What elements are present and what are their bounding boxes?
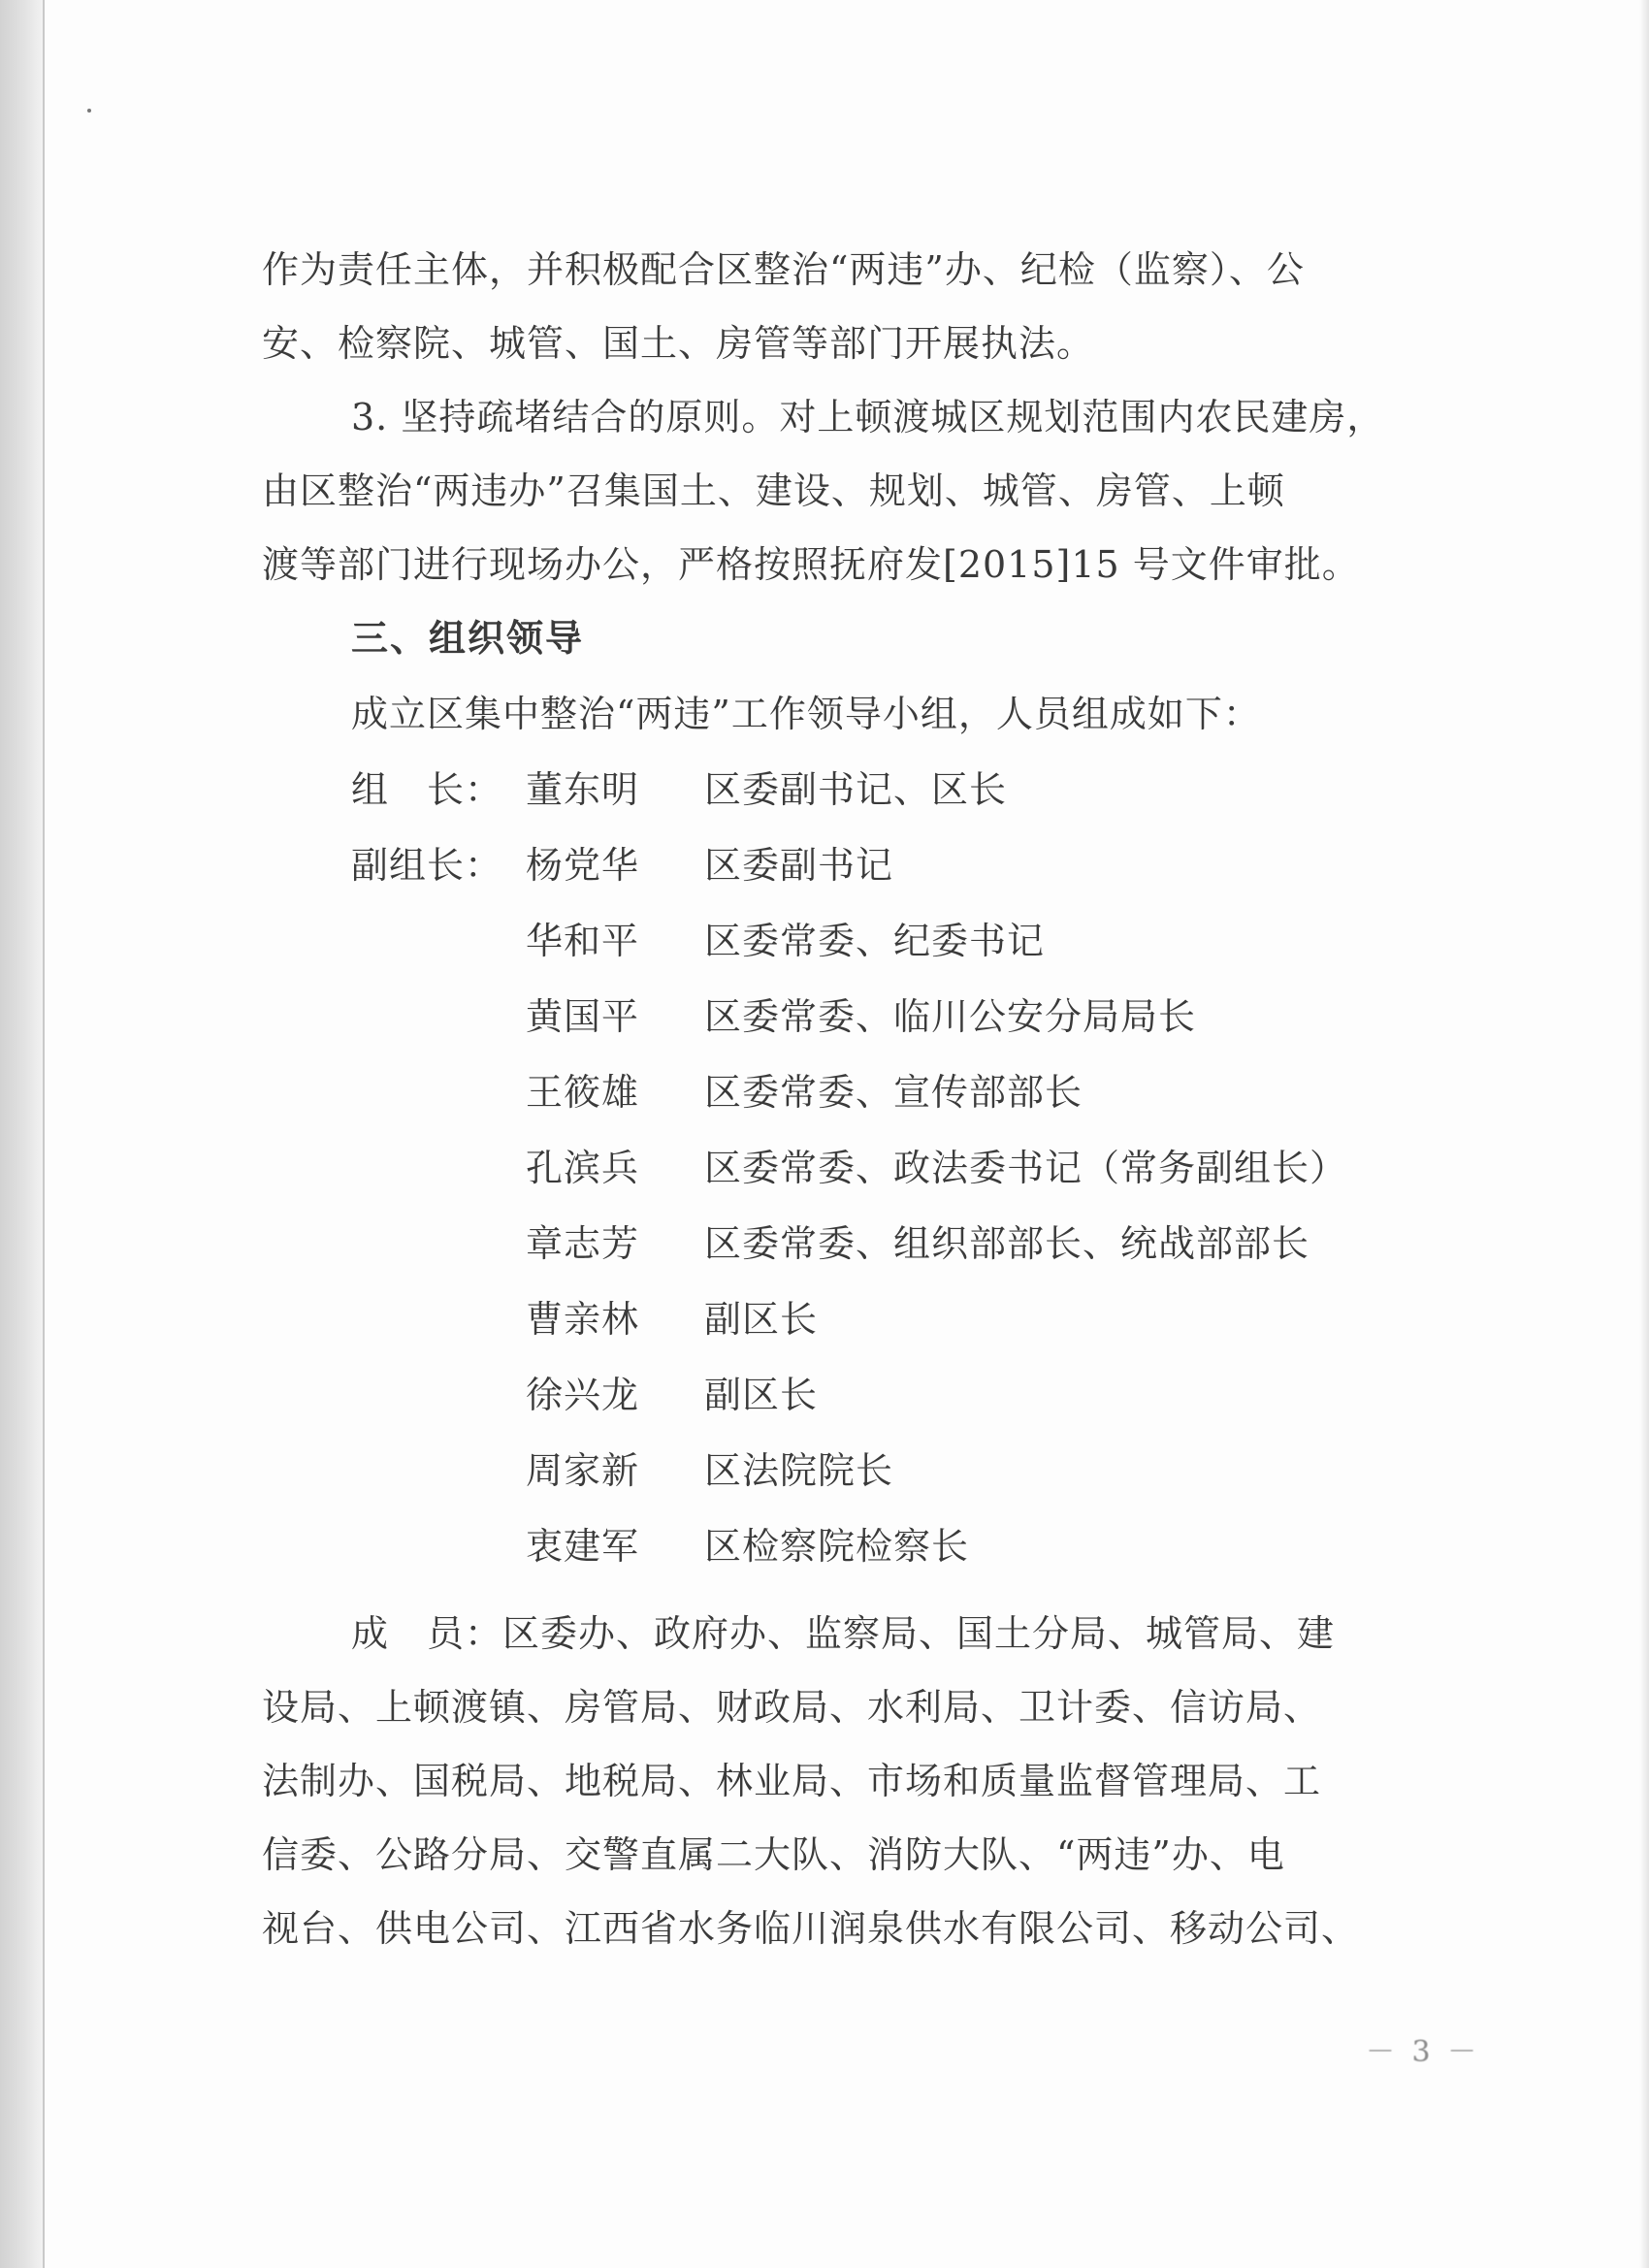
deputy-name: 杨党华 (526, 844, 640, 887)
deputy-title: 区委常委、组织部部长、统战部部长 (704, 1222, 1310, 1265)
leader-title: 区委副书记、区长 (704, 768, 1008, 811)
deputy-name: 衷建军 (526, 1525, 640, 1568)
leader-label: 组 长： (351, 768, 503, 811)
deputy-row (262, 1298, 1474, 1341)
deputy-title: 区法院院长 (704, 1449, 894, 1492)
deputy-row (262, 995, 1474, 1038)
deputy-name: 章志芳 (526, 1222, 640, 1265)
deputy-row (262, 1525, 1474, 1568)
scan-edge-left (0, 0, 45, 2268)
deputy-title: 区委常委、政法委书记（常务副组长） (704, 1147, 1348, 1189)
deputy-row (262, 844, 1474, 887)
paragraph-line-3: 3. 坚持疏堵结合的原则。对上顿渡城区规划范围内农民建房， (351, 396, 1385, 438)
paragraph-line-5: 渡等部门进行现场办公，严格按照抚府发[2015]15 号文件审批。 (262, 543, 1360, 586)
leader-row (262, 768, 1474, 811)
deputy-name: 黄国平 (526, 995, 640, 1038)
members-line-5: 视台、供电公司、江西省水务临川润泉供水有限公司、移动公司、 (262, 1907, 1360, 1950)
deputy-name: 孔滨兵 (526, 1147, 640, 1189)
scan-edge-line (43, 0, 45, 2268)
deputy-title: 区委常委、纪委书记 (704, 920, 1046, 962)
deputy-name: 周家新 (526, 1449, 640, 1492)
deputy-label: 副组长： (351, 844, 503, 887)
deputy-row (262, 1449, 1474, 1492)
paragraph-line-2: 安、检察院、城管、国土、房管等部门开展执法。 (262, 322, 1095, 365)
members-line-2: 设局、上顿渡镇、房管局、财政局、水利局、卫计委、信访局、 (262, 1686, 1322, 1729)
deputy-row (262, 1071, 1474, 1114)
deputy-title: 区检察院检察长 (704, 1525, 970, 1568)
deputy-row (262, 1374, 1474, 1416)
deputy-name: 王筱雄 (526, 1071, 640, 1114)
page-number: － 3 － (1366, 2035, 1481, 2069)
deputy-name: 华和平 (526, 920, 640, 962)
section-heading: 三、组织领导 (351, 616, 585, 660)
paragraph-line-1: 作为责任主体，并积极配合区整治“两违”办、纪检（监察）、公 (262, 248, 1305, 291)
deputy-row (262, 920, 1474, 962)
paragraph-line-4: 由区整治“两违办”召集国土、建设、规划、城管、房管、上顿 (262, 470, 1285, 512)
members-line-4: 信委、公路分局、交警直属二大队、消防大队、“两违”办、电 (262, 1833, 1285, 1876)
deputy-title: 区委常委、临川公安分局局长 (704, 995, 1197, 1038)
members-line-1: 成 员：区委办、政府办、监察局、国土分局、城管局、建 (351, 1612, 1336, 1655)
members-line-3: 法制办、国税局、地税局、林业局、市场和质量监督管理局、工 (262, 1760, 1322, 1802)
scan-speck (87, 109, 91, 113)
deputy-title: 副区长 (704, 1374, 819, 1416)
deputy-title: 区委常委、宣传部部长 (704, 1071, 1083, 1114)
leader-name: 董东明 (526, 768, 640, 811)
deputy-name: 徐兴龙 (526, 1374, 640, 1416)
intro-line: 成立区集中整治“两违”工作领导小组，人员组成如下： (351, 693, 1261, 735)
deputy-row (262, 1147, 1474, 1189)
deputy-row (262, 1222, 1474, 1265)
scan-edge-right (1639, 0, 1649, 2268)
deputy-title: 副区长 (704, 1298, 819, 1341)
deputy-name: 曹亲林 (526, 1298, 640, 1341)
deputy-title: 区委副书记 (704, 844, 894, 887)
